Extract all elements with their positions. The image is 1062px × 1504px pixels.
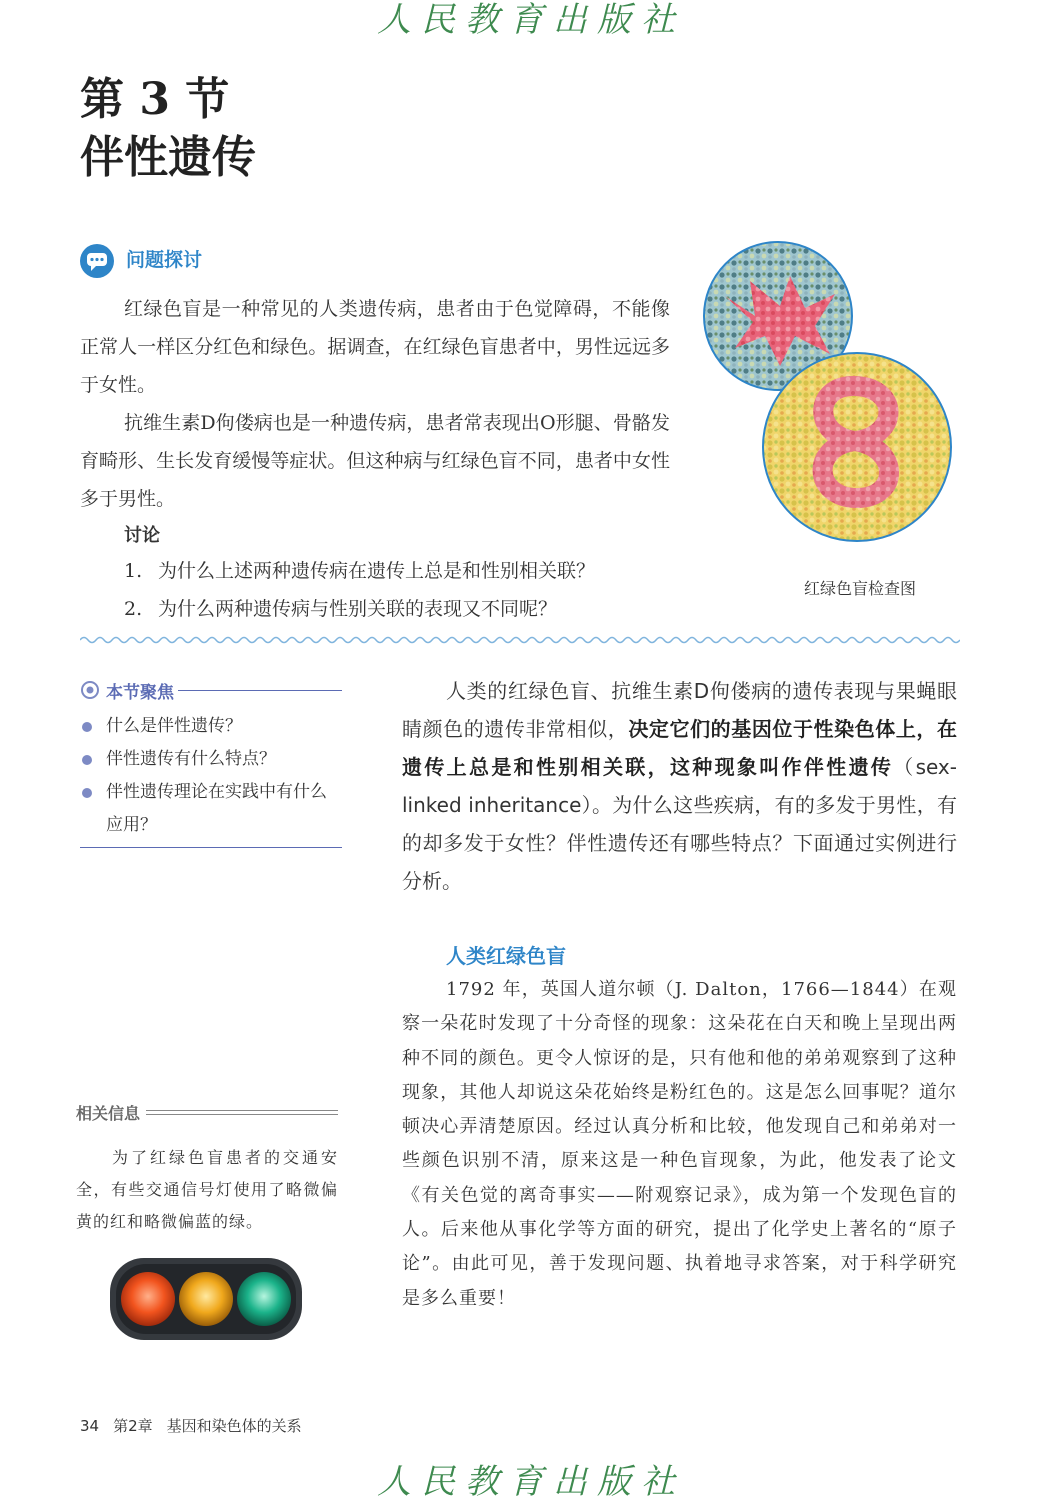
double-rule bbox=[146, 1107, 338, 1118]
page-number: 34 bbox=[80, 1417, 100, 1435]
focus-item: 伴性遗传有什么特点？ bbox=[80, 743, 342, 776]
bullet-dot-icon bbox=[82, 722, 92, 732]
intro-paragraph: 人类的红绿色盲、抗维生素D佝偻病的遗传表现与果蝇眼睛颜色的遗传非常相似，决定它们的基因位于性染色体上，在遗传上总是和性别相关联，这种现象叫作伴性遗传（sex-linked inheritance）。为什么这些疾病，有的多发于男性，有的却多发于女性？伴性遗传还有哪些特点？下面通过实例进行分析。 bbox=[402, 679, 958, 893]
traffic-light-illustration bbox=[108, 1256, 304, 1342]
question-number: 2. bbox=[124, 598, 143, 620]
question-number: 1. bbox=[124, 560, 143, 582]
intro-definition: 决定它们的基因位于性染色体上，在遗传上总是和性别相关联，这种现象叫作伴性遗传 bbox=[402, 717, 958, 779]
publisher-logo-bottom: 人民教育出版社 bbox=[377, 1462, 685, 1502]
speech-bubble-icon bbox=[80, 244, 114, 278]
section-heading: 人类红绿色盲 bbox=[446, 944, 566, 968]
question-text: 为什么两种遗传病与性别关联的表现又不同呢？ bbox=[158, 598, 558, 620]
question-text: 为什么上述两种遗传病在遗传上总是和性别相关联？ bbox=[158, 560, 596, 582]
publisher-logo-top: 人民教育出版社 bbox=[377, 0, 685, 40]
discussion-label: 讨论 bbox=[124, 525, 160, 546]
figure-caption: 红绿色盲检查图 bbox=[803, 579, 916, 598]
section-focus-box bbox=[80, 676, 342, 842]
bullet-dot-icon bbox=[82, 755, 92, 765]
section-body: 1792 年，英国人道尔顿（J. Dalton，1766—1844）在观察一朵花时发现了十分奇怪的现象：这朵花在白天和晚上呈现出两种不同的颜色。更令人惊讶的是，只有他和他的弟弟观察到了这种现象，其他人却说这朵花始终是粉红色的。这是怎么回事呢？道尔顿决心弄清楚原因。经过认真分析和比较，他发现自己和弟弟对一些颜色识别不清，原来这是一种色盲现象，为此，他发表了论文《有关色觉的离奇事实——附观察记录》，成为第一个发现色盲的人。后来他从事化学等方面的研究，提出了化学史上著名的“原子论”。由此可见，善于发现问题、执着地寻求答案，对于科学研究是多么重要！ bbox=[402, 979, 957, 1309]
focus-item: 什么是伴性遗传？ bbox=[80, 710, 342, 743]
discussion-question-1 bbox=[124, 556, 595, 586]
target-icon bbox=[80, 680, 100, 700]
footer-chapter-name: 基因和染色体的关系 bbox=[166, 1417, 302, 1435]
page-footer bbox=[80, 1414, 316, 1438]
color-blindness-plates bbox=[695, 236, 960, 551]
question-section-title: 问题探讨 bbox=[126, 249, 203, 271]
related-info-text: 为了红绿色盲患者的交通安全，有些交通信号灯使用了略微偏黄的红和略微偏蓝的绿。 bbox=[76, 1148, 338, 1231]
discussion-question-2 bbox=[124, 594, 557, 624]
wavy-divider bbox=[80, 634, 960, 646]
focus-header bbox=[80, 676, 342, 704]
chapter-number: 第 3 节 bbox=[80, 74, 230, 125]
focus-title: 本节聚焦 bbox=[106, 682, 174, 703]
bullet-dot-icon bbox=[82, 788, 92, 798]
related-info-header bbox=[76, 1099, 338, 1125]
question-paragraph-1: 红绿色盲是一种常见的人类遗传病，患者由于色觉障碍，不能像正常人一样区分红色和绿色。据调查，在红绿色盲患者中，男性远远多于女性。 bbox=[80, 298, 670, 396]
focus-list bbox=[80, 710, 342, 842]
focus-item: 伴性遗传理论在实践中有什么应用？ bbox=[80, 776, 342, 842]
focus-bottom-rule bbox=[80, 847, 342, 848]
related-info-title: 相关信息 bbox=[76, 1103, 141, 1123]
chapter-title: 伴性遗传 bbox=[80, 132, 256, 183]
focus-rule bbox=[178, 690, 342, 691]
question-paragraph-2: 抗维生素D佝偻病也是一种遗传病，患者常表现出O形腿、骨骼发育畸形、生长发育缓慢等症状。但这种病与红绿色盲不同，患者中女性多于男性。 bbox=[80, 412, 670, 510]
footer-chapter: 第2章 bbox=[113, 1417, 153, 1435]
